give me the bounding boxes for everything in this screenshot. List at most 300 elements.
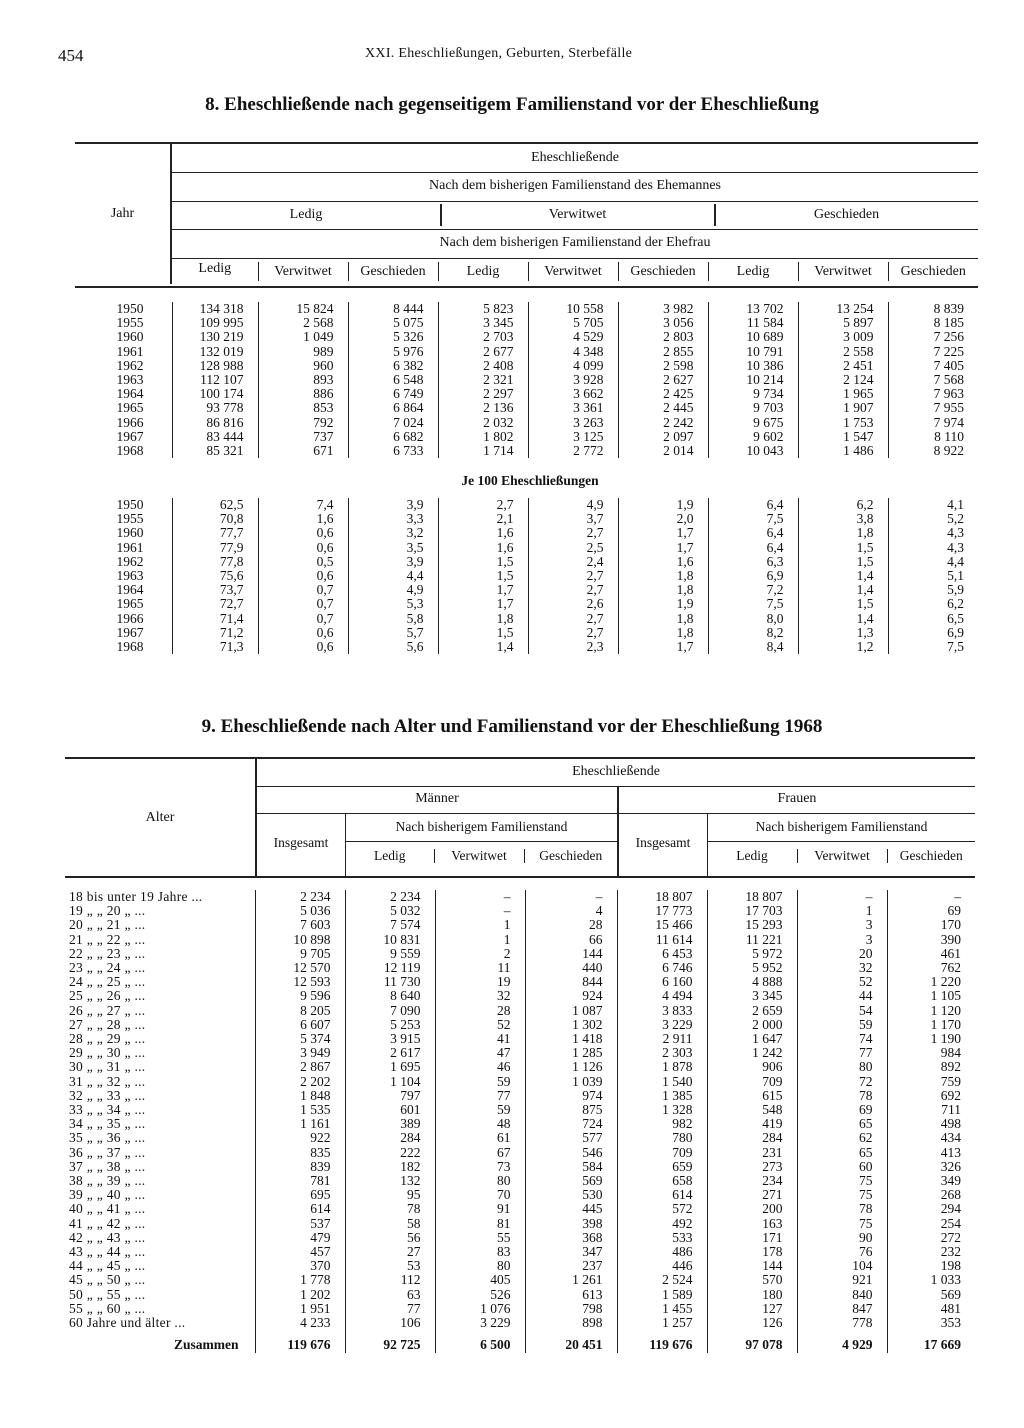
table9-body-table [65, 890, 975, 1353]
value-cell: 74 [797, 1032, 887, 1046]
value-cell: 284 [345, 1131, 435, 1145]
value-cell: 3 [797, 933, 887, 947]
value-cell: 62,5 [172, 498, 258, 512]
value-cell: 2,5 [528, 541, 618, 555]
age-cell: 36 „ „ 37 „ ... [69, 1144, 146, 1160]
value-cell: 75,6 [172, 569, 258, 583]
value-cell: 1,6 [438, 526, 528, 540]
table8-header-rule-1 [172, 172, 978, 173]
value-cell: 10 043 [708, 444, 798, 458]
table8-percent-row [75, 526, 978, 540]
table9-row [65, 1202, 975, 1216]
value-cell: 7,4 [258, 498, 348, 512]
value-cell: 1 033 [887, 1273, 975, 1287]
table8-group-geschieden: Geschieden [813, 207, 880, 222]
table9-row [65, 1060, 975, 1074]
value-cell: 3 229 [617, 1018, 707, 1032]
value-cell: 4 233 [255, 1316, 345, 1330]
age-cell: 32 „ „ 33 „ ... [69, 1087, 146, 1103]
value-cell: 109 995 [172, 316, 258, 330]
value-cell: 1,5 [438, 569, 528, 583]
value-cell: 1,4 [438, 640, 528, 654]
value-cell: 254 [887, 1217, 975, 1231]
year-cell: 1962 [116, 357, 144, 373]
value-cell: 3 915 [345, 1032, 435, 1046]
value-cell: 570 [707, 1273, 797, 1287]
value-cell: 526 [435, 1288, 525, 1302]
value-cell: 75 [797, 1188, 887, 1202]
value-cell: 8,4 [708, 640, 798, 654]
age-cell: 19 „ „ 20 „ ... [69, 903, 146, 919]
value-cell: 370 [255, 1259, 345, 1273]
value-cell: 989 [258, 345, 348, 359]
table8-wife-header: Nach dem bisherigen Familienstand der Ehefrau [439, 235, 711, 250]
value-cell: 9 596 [255, 989, 345, 1003]
value-cell: 104 [797, 1259, 887, 1273]
value-cell: 6 453 [617, 947, 707, 961]
value-cell: 5 374 [255, 1032, 345, 1046]
value-cell: 1,7 [618, 640, 708, 654]
value-cell: 119 676 [255, 1330, 345, 1352]
value-cell: 52 [435, 1018, 525, 1032]
value-cell: 0,7 [258, 597, 348, 611]
value-cell: 100 174 [172, 387, 258, 401]
value-cell: 2,0 [618, 512, 708, 526]
table8-col-verwitwet-3: Verwitwet [798, 262, 888, 281]
table9-row [65, 947, 975, 961]
value-cell: 711 [887, 1103, 975, 1117]
table9-row [65, 1217, 975, 1231]
age-cell: 35 „ „ 36 „ ... [69, 1130, 146, 1146]
value-cell: 15 293 [707, 918, 797, 932]
table8-top-header: Eheschließende [531, 150, 619, 165]
table8-col-ledig-3: Ledig [708, 262, 798, 281]
value-cell: 844 [525, 975, 617, 989]
value-cell: 1 190 [887, 1032, 975, 1046]
value-cell: 7 955 [888, 401, 978, 415]
value-cell: 77 [345, 1302, 435, 1316]
value-cell: 4 888 [707, 975, 797, 989]
value-cell: 11 584 [708, 316, 798, 330]
value-cell: 4,1 [888, 498, 978, 512]
value-cell: 537 [255, 1217, 345, 1231]
table9-title: 9. Eheschließende nach Alter und Familienstand vor der Eheschließung 1968 [201, 716, 823, 737]
value-cell: 2,7 [528, 626, 618, 640]
year-cell: 1965 [116, 596, 144, 612]
value-cell: 130 219 [172, 330, 258, 344]
table9-women-header: Frauen [777, 791, 817, 806]
table8-absolute-row [75, 430, 978, 444]
table8-header-bottom-rule [75, 286, 978, 288]
table9-men-col-verwitwet: Verwitwet [434, 849, 524, 863]
value-cell: 62 [797, 1131, 887, 1145]
value-cell: 0,6 [258, 541, 348, 555]
value-cell: 13 702 [708, 302, 798, 316]
age-cell: 42 „ „ 43 „ ... [69, 1229, 146, 1245]
value-cell: 119 676 [617, 1330, 707, 1352]
value-cell: 17 669 [887, 1330, 975, 1352]
value-cell: 5 705 [528, 316, 618, 330]
value-cell: 77,9 [172, 541, 258, 555]
value-cell: 2,3 [528, 640, 618, 654]
value-cell: 486 [617, 1245, 707, 1259]
value-cell: 4,4 [888, 555, 978, 569]
value-cell: 2 014 [618, 444, 708, 458]
value-cell: 234 [707, 1174, 797, 1188]
age-cell: 25 „ „ 26 „ ... [69, 988, 146, 1004]
value-cell: 6,3 [708, 555, 798, 569]
value-cell: 71,3 [172, 640, 258, 654]
table9-women-col-geschieden: Geschieden [887, 849, 975, 863]
value-cell: 0,7 [258, 612, 348, 626]
age-cell: 31 „ „ 32 „ ... [69, 1073, 146, 1089]
value-cell: 132 019 [172, 345, 258, 359]
value-cell: 19 [435, 975, 525, 989]
value-cell: 2 242 [618, 416, 708, 430]
value-cell: 839 [255, 1160, 345, 1174]
age-cell: 28 „ „ 29 „ ... [69, 1031, 146, 1047]
table9-men-col-geschieden: Geschieden [524, 849, 617, 863]
value-cell: 11 221 [707, 933, 797, 947]
value-cell: 892 [887, 1060, 975, 1074]
year-cell: 1964 [116, 582, 144, 598]
value-cell: 10 791 [708, 345, 798, 359]
value-cell: 0,6 [258, 569, 348, 583]
table9-row [65, 918, 975, 932]
value-cell: 7,5 [708, 512, 798, 526]
value-cell: 2 032 [438, 416, 528, 430]
table8-absolute-row [75, 401, 978, 415]
value-cell: 44 [797, 989, 887, 1003]
year-cell: 1961 [116, 539, 144, 555]
value-cell: 1,7 [618, 526, 708, 540]
table8-absolute-row [75, 387, 978, 401]
value-cell: 6 500 [435, 1330, 525, 1352]
value-cell: 2 659 [707, 1004, 797, 1018]
year-cell: 1955 [116, 511, 144, 527]
table8-top-rule [75, 142, 978, 144]
table8-header-rule-2 [172, 201, 978, 202]
value-cell: 1 087 [525, 1004, 617, 1018]
value-cell: 2 524 [617, 1273, 707, 1287]
value-cell: 1 848 [255, 1089, 345, 1103]
table8-percent-row [75, 640, 978, 654]
table9-men-total-header: Insgesamt [273, 835, 329, 850]
value-cell: 405 [435, 1273, 525, 1287]
value-cell: 8 640 [345, 989, 435, 1003]
year-cell: 1960 [116, 525, 144, 541]
value-cell: 3 982 [618, 302, 708, 316]
value-cell: 898 [525, 1316, 617, 1330]
value-cell: 7 256 [888, 330, 978, 344]
value-cell: 11 730 [345, 975, 435, 989]
value-cell: 2,7 [528, 569, 618, 583]
value-cell: 2,7 [528, 583, 618, 597]
value-cell: 2 677 [438, 345, 528, 359]
value-cell: 6 382 [348, 359, 438, 373]
value-cell: 615 [707, 1089, 797, 1103]
table9-women-col-verwitwet: Verwitwet [797, 849, 887, 863]
value-cell: 28 [435, 1004, 525, 1018]
value-cell: 3,9 [348, 555, 438, 569]
value-cell: 2 124 [798, 373, 888, 387]
value-cell: 2 627 [618, 373, 708, 387]
value-cell: 9 559 [345, 947, 435, 961]
value-cell: 960 [258, 359, 348, 373]
table9-row [65, 1117, 975, 1131]
value-cell: 80 [435, 1259, 525, 1273]
value-cell: 5,6 [348, 640, 438, 654]
value-cell: 922 [255, 1131, 345, 1145]
table8-absolute-row [75, 345, 978, 359]
value-cell: 572 [617, 1202, 707, 1216]
year-cell: 1966 [116, 414, 144, 430]
value-cell: 0,6 [258, 626, 348, 640]
value-cell: 390 [887, 933, 975, 947]
year-cell: 1965 [116, 400, 144, 416]
value-cell: 413 [887, 1146, 975, 1160]
table8-percent-row [75, 555, 978, 569]
value-cell: 7 090 [345, 1004, 435, 1018]
table9-row [65, 1004, 975, 1018]
value-cell: 7,5 [708, 597, 798, 611]
value-cell: 0,5 [258, 555, 348, 569]
value-cell: 0,6 [258, 640, 348, 654]
value-cell: 180 [707, 1288, 797, 1302]
value-cell: 77 [435, 1089, 525, 1103]
table8-col-geschieden-2: Geschieden [618, 262, 708, 281]
table9-row [65, 933, 975, 947]
value-cell: 1 [435, 933, 525, 947]
value-cell: 3 833 [617, 1004, 707, 1018]
value-cell: 4,4 [348, 569, 438, 583]
table8-percent-table [75, 498, 978, 654]
value-cell: 46 [435, 1060, 525, 1074]
value-cell: 273 [707, 1160, 797, 1174]
value-cell: 65 [797, 1117, 887, 1131]
value-cell: 974 [525, 1089, 617, 1103]
value-cell: 569 [887, 1288, 975, 1302]
value-cell: – [797, 890, 887, 904]
value-cell: 1 951 [255, 1302, 345, 1316]
value-cell: 1 547 [798, 430, 888, 444]
value-cell: 1 220 [887, 975, 975, 989]
value-cell: 2 568 [258, 316, 348, 330]
value-cell: 389 [345, 1117, 435, 1131]
year-cell: 1963 [116, 568, 144, 584]
value-cell: 835 [255, 1146, 345, 1160]
value-cell: 0,6 [258, 526, 348, 540]
value-cell: 1 [797, 904, 887, 918]
value-cell: 7 574 [345, 918, 435, 932]
table8-absolute-row [75, 373, 978, 387]
value-cell: 2 617 [345, 1046, 435, 1060]
table9-row [65, 1089, 975, 1103]
value-cell: 3,7 [528, 512, 618, 526]
table9-row [65, 1103, 975, 1117]
value-cell: 6 548 [348, 373, 438, 387]
value-cell: 1 695 [345, 1060, 435, 1074]
value-cell: 893 [258, 373, 348, 387]
value-cell: 2 408 [438, 359, 528, 373]
value-cell: 72,7 [172, 597, 258, 611]
value-cell: 1,8 [618, 612, 708, 626]
value-cell: 2 202 [255, 1075, 345, 1089]
value-cell: 2 425 [618, 387, 708, 401]
value-cell: 128 988 [172, 359, 258, 373]
table9-women-status-rule [708, 841, 975, 842]
value-cell: 1,5 [798, 541, 888, 555]
table9-women-total-header: Insgesamt [635, 835, 691, 850]
value-cell: 81 [435, 1217, 525, 1231]
value-cell: 7 024 [348, 416, 438, 430]
age-cell: 37 „ „ 38 „ ... [69, 1158, 146, 1174]
value-cell: 6,9 [708, 569, 798, 583]
value-cell: 1 257 [617, 1316, 707, 1330]
value-cell: 268 [887, 1188, 975, 1202]
year-cell: 1968 [116, 639, 144, 655]
value-cell: 797 [345, 1089, 435, 1103]
value-cell: 77 [797, 1046, 887, 1060]
table8-percent-row [75, 597, 978, 611]
table9-row [65, 1075, 975, 1089]
value-cell: 1,9 [618, 597, 708, 611]
value-cell: 3 009 [798, 330, 888, 344]
value-cell: 90 [797, 1231, 887, 1245]
value-cell: 77,8 [172, 555, 258, 569]
value-cell: 5,1 [888, 569, 978, 583]
value-cell: 1 076 [435, 1302, 525, 1316]
age-cell: 38 „ „ 39 „ ... [69, 1173, 146, 1189]
age-cell: 20 „ „ 21 „ ... [69, 917, 146, 933]
table8-title: 8. Eheschließende nach gegenseitigem Familienstand vor der Eheschließung [205, 94, 819, 115]
table9-men-header: Männer [415, 791, 459, 806]
value-cell: 171 [707, 1231, 797, 1245]
value-cell: 3,5 [348, 541, 438, 555]
value-cell: 2,6 [528, 597, 618, 611]
value-cell: 1 161 [255, 1117, 345, 1131]
value-cell: 17 773 [617, 904, 707, 918]
age-cell: 27 „ „ 28 „ ... [69, 1016, 146, 1032]
value-cell: 15 466 [617, 918, 707, 932]
value-cell: 71,2 [172, 626, 258, 640]
value-cell: 1,7 [438, 583, 528, 597]
value-cell: 798 [525, 1302, 617, 1316]
table8-absolute-row [75, 444, 978, 458]
value-cell: 2 321 [438, 373, 528, 387]
table8-absolute-row [75, 302, 978, 316]
running-head: XXI. Eheschließungen, Geburten, Sterbefälle [365, 46, 633, 61]
value-cell: 692 [887, 1089, 975, 1103]
value-cell: 54 [797, 1004, 887, 1018]
value-cell: 5 326 [348, 330, 438, 344]
value-cell: 2 803 [618, 330, 708, 344]
value-cell: 60 [797, 1160, 887, 1174]
value-cell: 368 [525, 1231, 617, 1245]
value-cell: 59 [435, 1075, 525, 1089]
value-cell: 2 297 [438, 387, 528, 401]
value-cell: 28 [525, 918, 617, 932]
value-cell: 95 [345, 1188, 435, 1202]
value-cell: 70,8 [172, 512, 258, 526]
table9-row [65, 1174, 975, 1188]
age-cell: 45 „ „ 50 „ ... [69, 1272, 146, 1288]
value-cell: 3,8 [798, 512, 888, 526]
value-cell: 59 [435, 1103, 525, 1117]
value-cell: 613 [525, 1288, 617, 1302]
value-cell: 1 878 [617, 1060, 707, 1074]
value-cell: 1 104 [345, 1075, 435, 1089]
value-cell: 144 [525, 947, 617, 961]
age-cell: 33 „ „ 34 „ ... [69, 1102, 146, 1118]
value-cell: 492 [617, 1217, 707, 1231]
age-cell: 41 „ „ 42 „ ... [69, 1215, 146, 1231]
value-cell: 9 734 [708, 387, 798, 401]
value-cell: 1,6 [618, 555, 708, 569]
value-cell: 170 [887, 918, 975, 932]
value-cell: 6,4 [708, 498, 798, 512]
year-cell: 1964 [116, 386, 144, 402]
value-cell: 3 229 [435, 1316, 525, 1330]
value-cell: 65 [797, 1146, 887, 1160]
value-cell: 3,3 [348, 512, 438, 526]
value-cell: 11 [435, 961, 525, 975]
value-cell: 284 [707, 1131, 797, 1145]
value-cell: 398 [525, 1217, 617, 1231]
value-cell: 106 [345, 1316, 435, 1330]
table9-men-col-ledig: Ledig [374, 848, 406, 863]
value-cell: 6,4 [708, 526, 798, 540]
table9-row [65, 904, 975, 918]
table8-absolute-row [75, 359, 978, 373]
table9-row [65, 1302, 975, 1316]
value-cell: 73 [435, 1160, 525, 1174]
value-cell: 78 [345, 1202, 435, 1216]
value-cell: 4,9 [348, 583, 438, 597]
table9-row [65, 1245, 975, 1259]
value-cell: 1 328 [617, 1103, 707, 1117]
value-cell: 127 [707, 1302, 797, 1316]
table8-stub-header: Jahr [110, 206, 135, 221]
table8-absolute-row [75, 316, 978, 330]
value-cell: 479 [255, 1231, 345, 1245]
table8-col-verwitwet-2: Verwitwet [528, 262, 618, 281]
table9-header-rule-2 [257, 813, 975, 814]
value-cell: 10 898 [255, 933, 345, 947]
value-cell: 200 [707, 1202, 797, 1216]
age-cell: 23 „ „ 24 „ ... [69, 960, 146, 976]
value-cell: 5 036 [255, 904, 345, 918]
table9-row [65, 1231, 975, 1245]
year-cell: 1962 [116, 553, 144, 569]
value-cell: 1 105 [887, 989, 975, 1003]
value-cell: 1 486 [798, 444, 888, 458]
value-cell: 481 [887, 1302, 975, 1316]
value-cell: 6 682 [348, 430, 438, 444]
table9-header-rule-1 [257, 786, 975, 787]
value-cell: 66 [525, 933, 617, 947]
table9-women-status-header: Nach bisherigem Familienstand [755, 819, 928, 834]
value-cell: 1,2 [798, 640, 888, 654]
value-cell: 55 [435, 1231, 525, 1245]
value-cell: 20 451 [525, 1330, 617, 1352]
year-cell: 1950 [116, 497, 144, 512]
value-cell: 3 125 [528, 430, 618, 444]
table9-stub-header: Alter [145, 810, 175, 825]
value-cell: 6,5 [888, 612, 978, 626]
value-cell: 695 [255, 1188, 345, 1202]
value-cell: 3 [797, 918, 887, 932]
